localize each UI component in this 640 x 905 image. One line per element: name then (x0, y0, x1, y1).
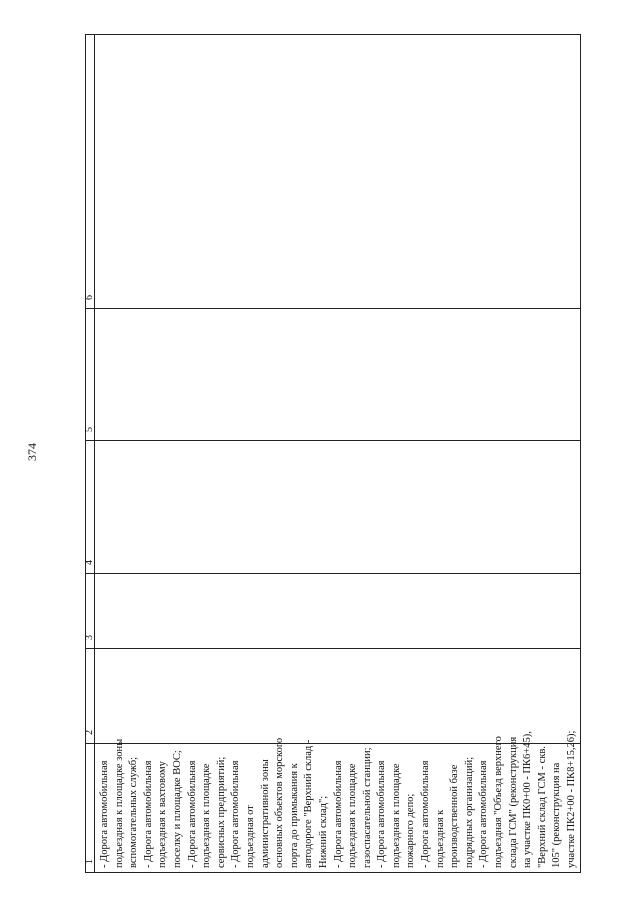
page-number: 374 (25, 443, 39, 461)
cell-column-5 (95, 309, 581, 441)
road-line: Нижний склад"; (317, 795, 329, 868)
cell-column-1 (95, 730, 581, 873)
road-line: административной зоны (259, 759, 271, 868)
column-header-1: 1 (86, 744, 95, 873)
road-line: подъездная к площадке (390, 763, 402, 868)
column-header-4: 4 (86, 441, 95, 574)
road-line: подъездная к (434, 809, 446, 868)
cell-column-6 (95, 35, 581, 309)
cell-column-2 (95, 649, 581, 744)
road-line: подъездная к площадке (347, 763, 359, 868)
column-header-6: 6 (86, 35, 95, 309)
road-line: подъездная к площадке зоны (113, 738, 125, 868)
road-line: - Дорога автомобильная (142, 760, 154, 868)
road-line: - Дорога автомобильная (478, 760, 490, 868)
road-line: участке ПК2+00 - ПК8+15,26); (566, 730, 577, 868)
column-header-5: 5 (86, 309, 95, 441)
road-line: склада ГСМ" (реконструкция (507, 736, 519, 868)
road-line: - Дорога автомобильная (230, 760, 242, 868)
road-line: - Дорога автомобильная (376, 760, 388, 868)
road-line: - Дорога автомобильная (99, 760, 110, 868)
road-line: порта до примыкания к (288, 763, 300, 868)
data-table (85, 34, 581, 873)
road-line: подъездная от (244, 805, 256, 868)
road-line: поселку и площадке ВОС; (171, 750, 183, 868)
road-line: 105" (реконструкция на (551, 762, 563, 868)
road-line: - Дорога автомобильная (420, 760, 432, 868)
road-line: производственной базе (449, 764, 461, 868)
column-header-3: 3 (86, 574, 95, 649)
table-row (95, 35, 581, 873)
road-line: - Дорога автомобильная (186, 760, 198, 868)
road-list (95, 730, 580, 872)
road-line: сервисных предприятий; (215, 756, 227, 868)
road-line: вспомогательных служб; (128, 756, 140, 868)
rotated-table-frame (84, 35, 577, 873)
road-line: газоспасательной станции; (361, 747, 373, 868)
road-line: основных объектов морского (274, 737, 286, 868)
column-header-2: 2 (86, 649, 95, 744)
road-line: подъездная "Объезд верхнего (493, 736, 505, 868)
road-line: пожарного депо; (405, 793, 417, 868)
road-line: - Дорога автомобильная (332, 760, 344, 868)
cell-column-4 (95, 441, 581, 574)
road-line: подрядных организаций; (463, 756, 475, 868)
road-line: "Верхний склад ГСМ - скв. (536, 746, 548, 868)
road-line: автодороге "Верхний склад - (303, 739, 315, 868)
rotated-table (84, 35, 577, 873)
road-line: подъездная к площадке (201, 763, 213, 868)
table-header-row (86, 35, 95, 873)
road-line: на участке ПК0+00 - ПК6+45), (522, 731, 534, 868)
road-line: подъездная к вахтовому (157, 761, 169, 868)
cell-column-3 (95, 574, 581, 649)
